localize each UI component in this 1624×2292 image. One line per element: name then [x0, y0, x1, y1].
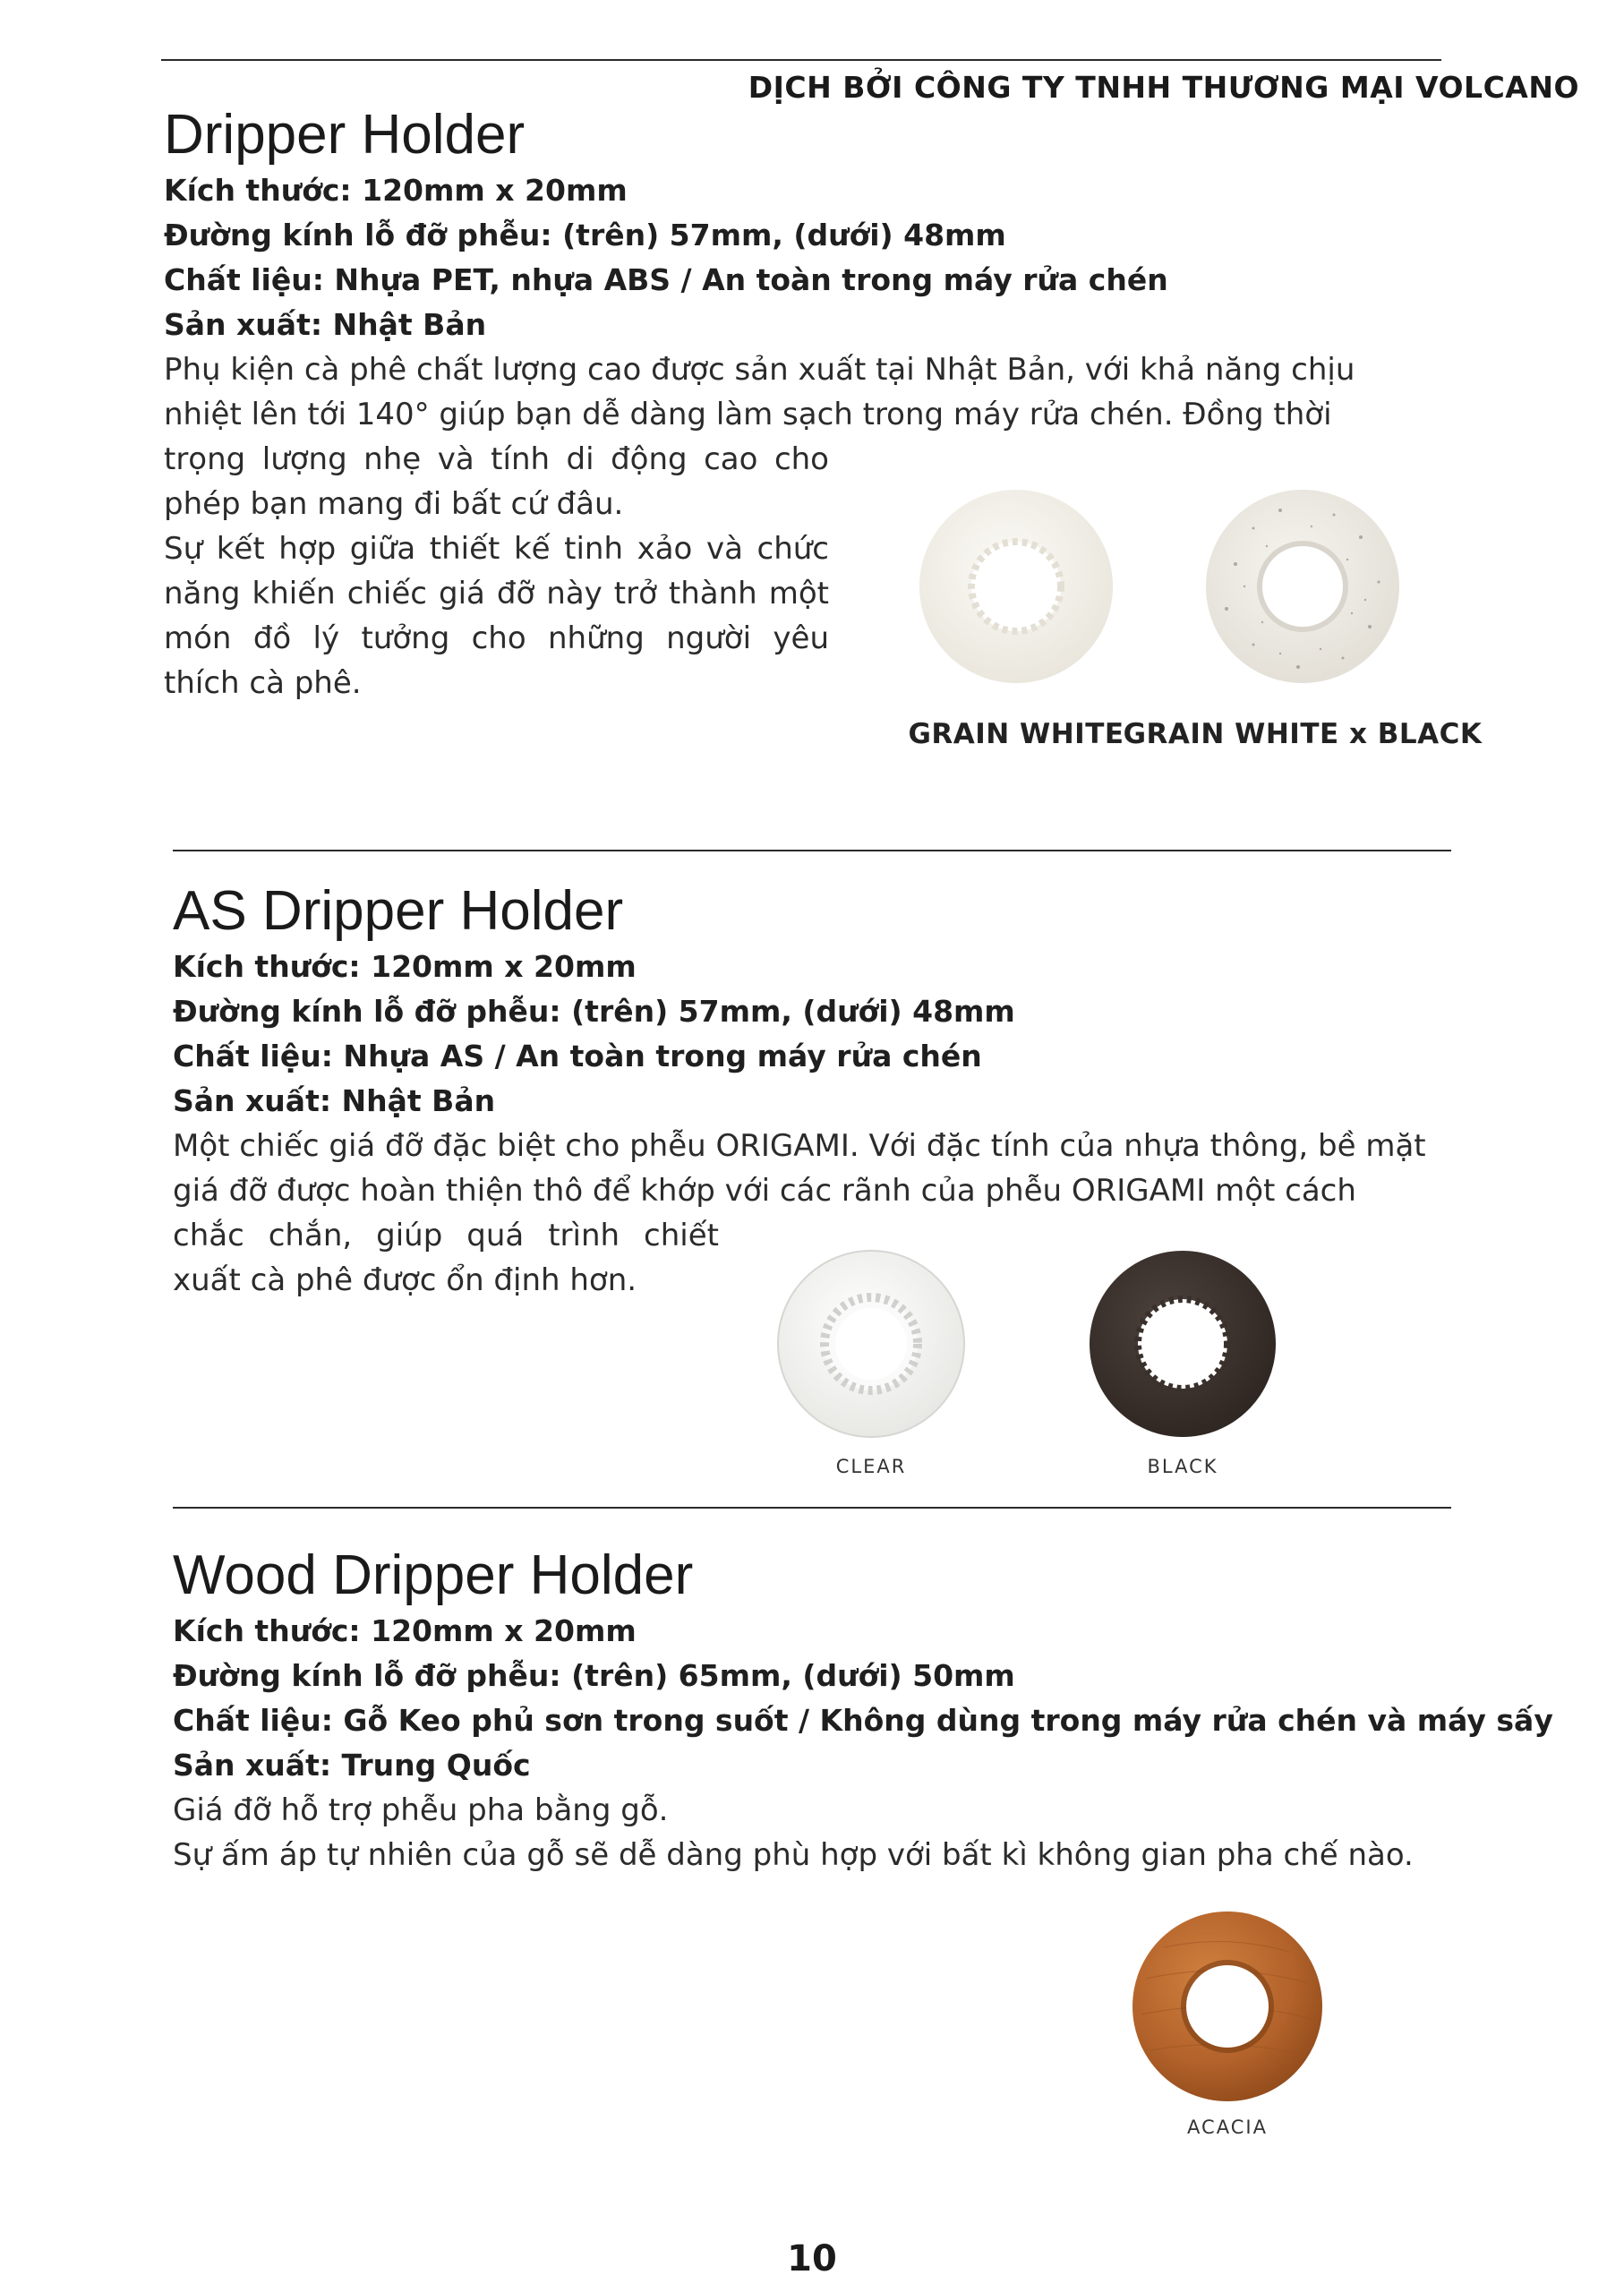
description-wrap: trọng lượng nhẹ và tính di động cao cho phép bạn mang đi bất cứ đâu. [164, 441, 829, 522]
product-label: CLEAR [835, 1456, 907, 1477]
holder-image [913, 483, 1119, 689]
holder-image [1128, 1907, 1327, 2106]
product-acacia [1128, 1907, 1327, 2140]
spec-diameter: Đường kính lỗ đỡ phễu: (trên) 65mm, (dưới) 50mm [173, 1658, 1015, 1693]
description-line: Phụ kiện cà phê chất lượng cao được sản xuất tại Nhật Bản, với khả năng chịu [164, 352, 1355, 388]
product-label: BLACK [1147, 1456, 1218, 1477]
spec-origin: Sản xuất: Nhật Bản [164, 307, 487, 342]
section-title: Wood Dripper Holder [173, 1544, 694, 1606]
spec-diameter: Đường kính lỗ đỡ phễu: (trên) 57mm, (dưới) 48mm [173, 994, 1015, 1029]
page-number: 10 [787, 2238, 837, 2279]
section-divider [173, 850, 1451, 851]
spec-origin: Sản xuất: Nhật Bản [173, 1083, 496, 1118]
description-line: Một chiếc giá đỡ đặc biệt cho phễu ORIGAMI. Với đặc tính của nhựa thông, bề mặt [173, 1128, 1426, 1164]
spec-size: Kích thước: 120mm x 20mm [164, 173, 628, 208]
section-title: AS Dripper Holder [173, 880, 624, 942]
product-black [1083, 1244, 1282, 1486]
description-wrap: chắc chắn, giúp quá trình chiết xuất cà phê được ổn định hơn. [173, 1218, 719, 1298]
spec-material: Chất liệu: Nhựa PET, nhựa ABS / An toàn trong máy rửa chén [164, 262, 1168, 297]
header-rule [161, 59, 1441, 61]
product-grain-white [908, 483, 1124, 752]
product-label: GRAIN WHITE [908, 718, 1124, 750]
spec-diameter: Đường kính lỗ đỡ phễu: (trên) 57mm, (dưới) 48mm [164, 218, 1006, 252]
product-clear [772, 1244, 970, 1486]
spec-list [164, 168, 1435, 347]
section-as-dripper-holder [173, 882, 1444, 1303]
product-label: GRAIN WHITE x BLACK [1123, 718, 1483, 750]
section-divider [173, 1507, 1451, 1509]
description-line: giá đỡ được hoàn thiện thô để khớp với các rãnh của phễu ORIGAMI một cách [173, 1173, 1356, 1209]
section-wood-dripper-holder [173, 1544, 1553, 1877]
description-line: nhiệt lên tới 140° giúp bạn dễ dàng làm sạch trong máy rửa chén. Đồng thời [164, 397, 1332, 432]
holder-image [1083, 1244, 1282, 1443]
spec-material: Chất liệu: Nhựa AS / An toàn trong máy rửa chén [173, 1039, 982, 1073]
holder-image [772, 1244, 970, 1443]
section-title: Dripper Holder [164, 104, 526, 166]
description-wrap: Sự kết hợp giữa thiết kế tinh xảo và chức năng khiến chiếc giá đỡ này trở thành một món đồ lý tưởng cho những người yêu thích cà phê. [164, 531, 829, 701]
product-grain-white-black [1123, 483, 1483, 752]
holder-image [1200, 483, 1406, 689]
spec-size: Kích thước: 120mm x 20mm [173, 1613, 637, 1648]
spec-list [173, 1609, 1553, 1788]
description-line: Sự ấm áp tự nhiên của gỗ sẽ dễ dàng phù hợp với bất kì không gian pha chế nào. [173, 1837, 1414, 1873]
description-line: Giá đỡ hỗ trợ phễu pha bằng gỗ. [173, 1792, 669, 1828]
spec-list [173, 945, 1444, 1124]
spec-material: Chất liệu: Gỗ Keo phủ sơn trong suốt / Không dùng trong máy rửa chén và máy sấy [173, 1703, 1553, 1738]
spec-origin: Sản xuất: Trung Quốc [173, 1748, 531, 1783]
spec-size: Kích thước: 120mm x 20mm [173, 949, 637, 984]
translator-credit: DỊCH BỞI CÔNG TY TNHH THƯƠNG MẠI VOLCANO [748, 70, 1579, 105]
product-label: ACACIA [1187, 2117, 1268, 2138]
